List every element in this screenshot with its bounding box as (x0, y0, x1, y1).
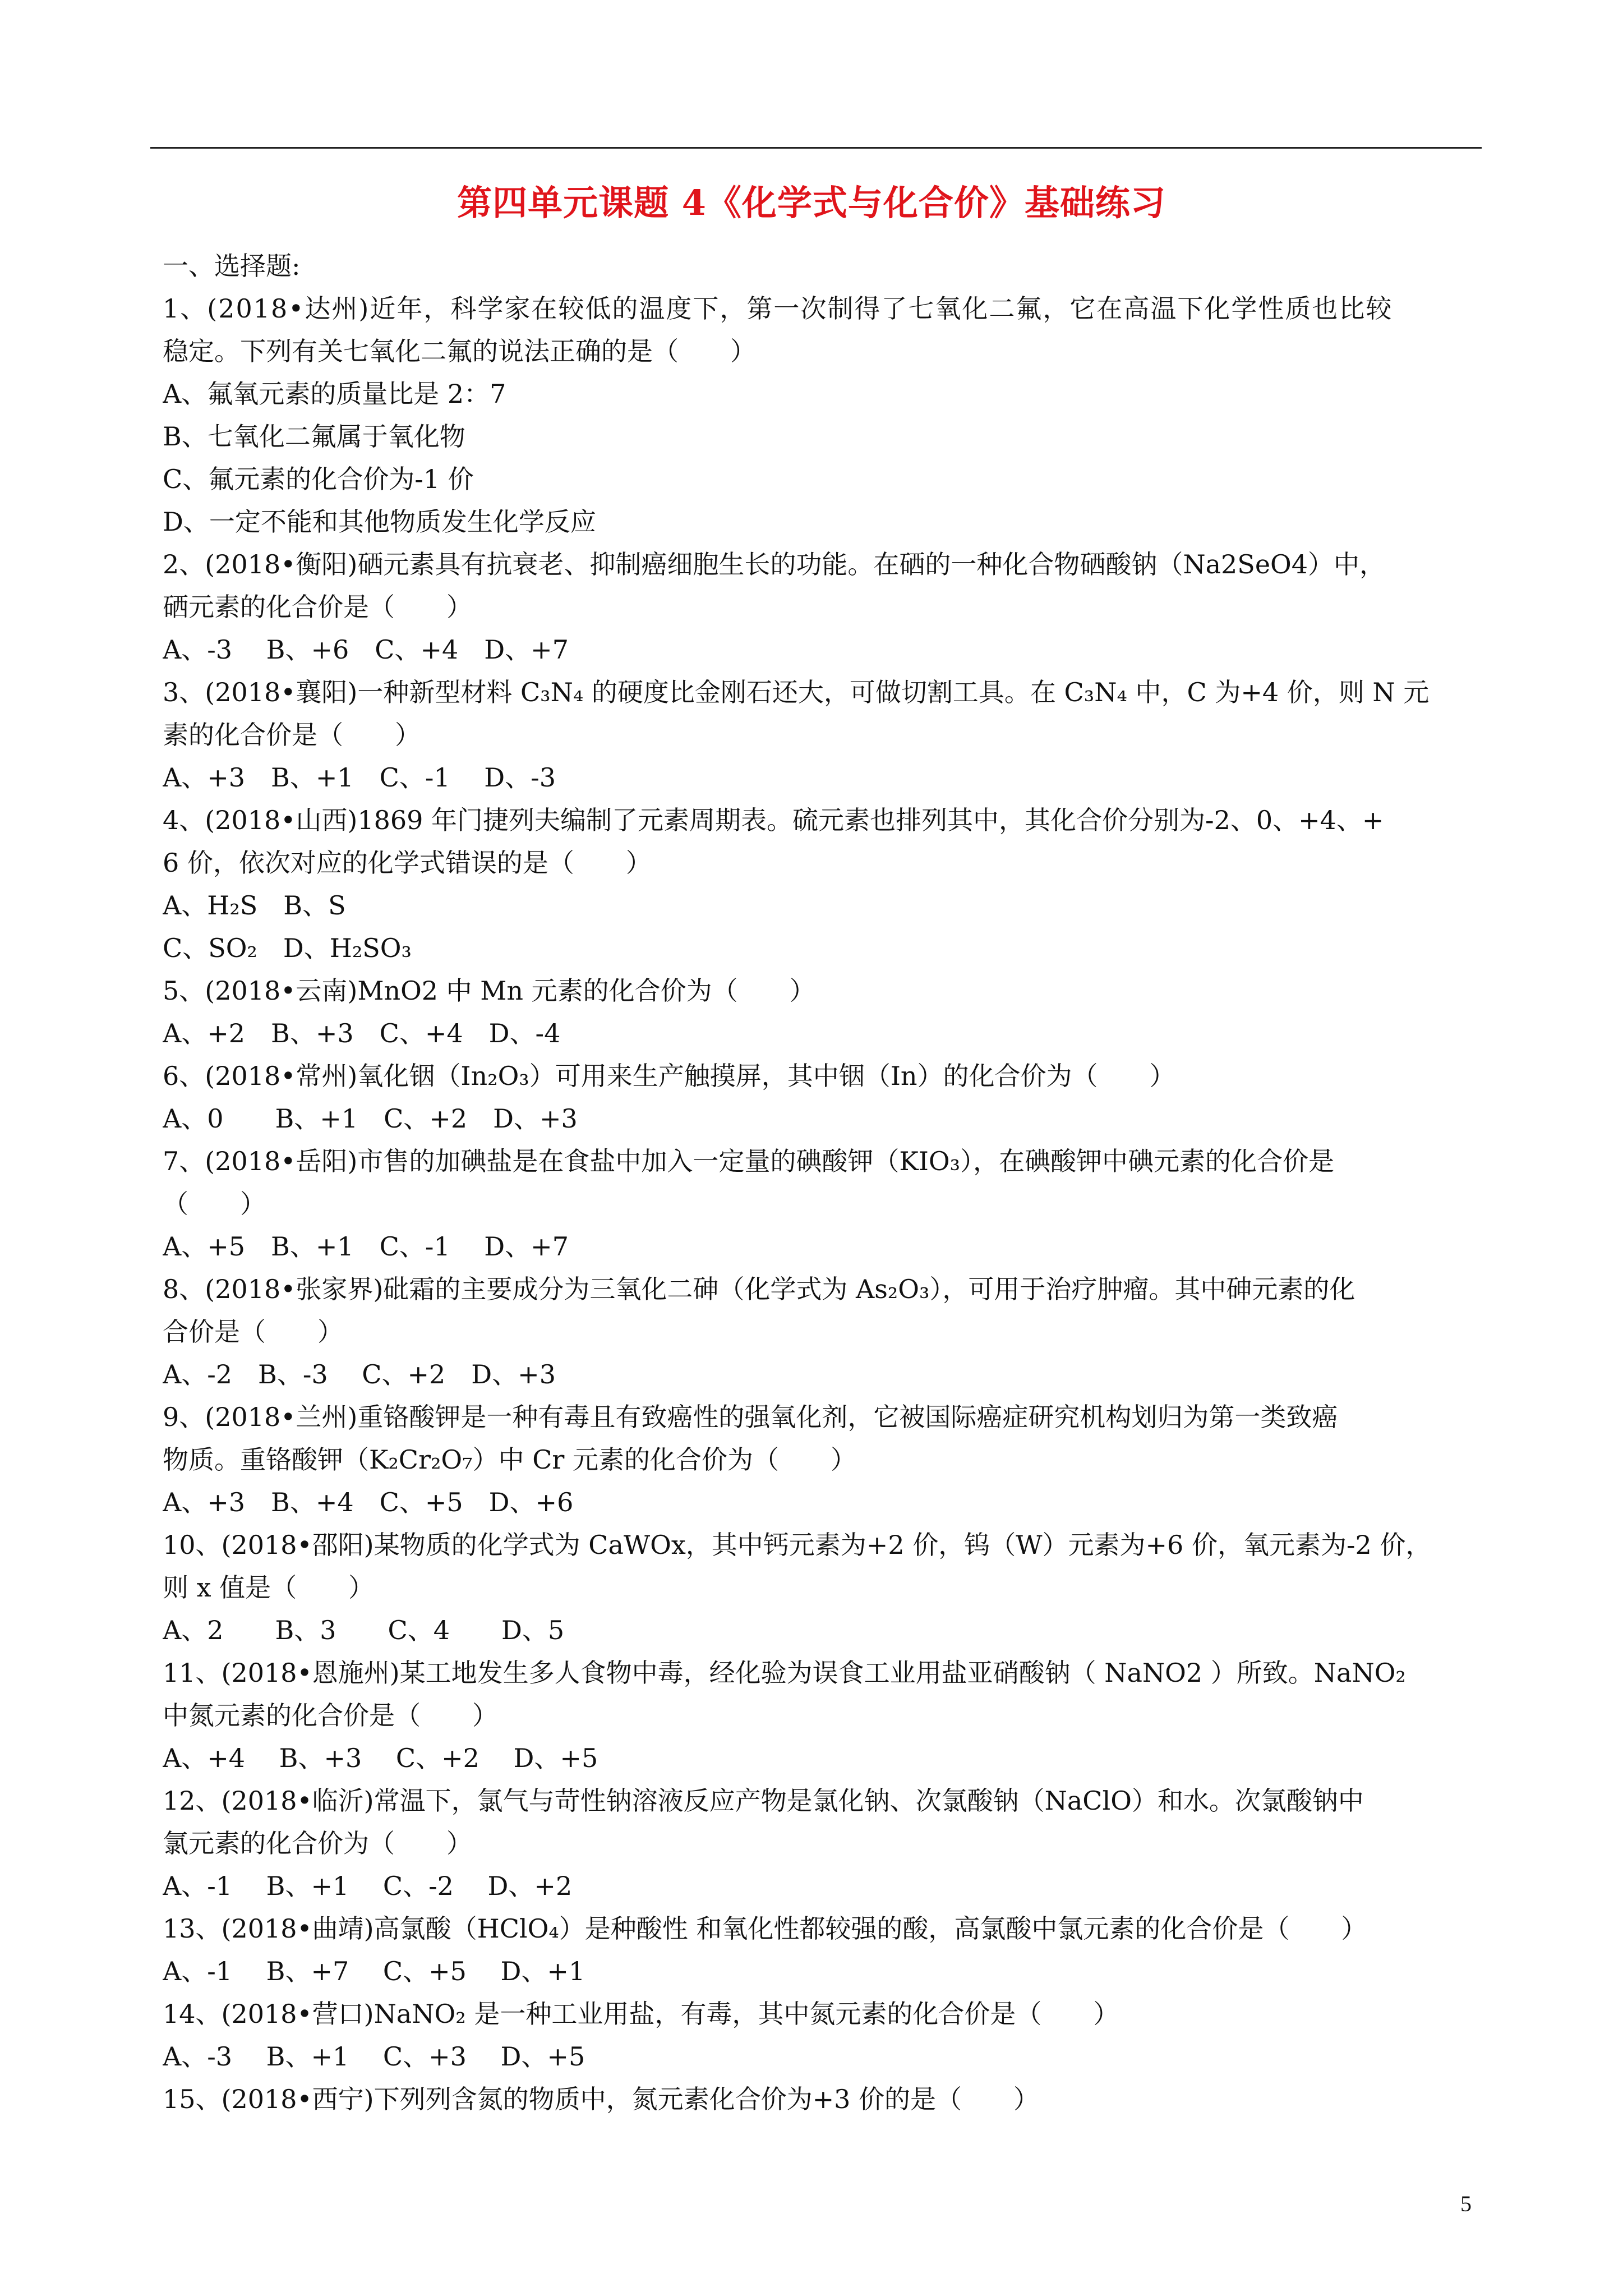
text-line: 12、(2018•临沂)常温下，氯气与苛性钠溶液反应产物是氯化钠、次氯酸钠（NaClO）和水。次氯酸钠中 (163, 1786, 1364, 1816)
text-line: 氯元素的化合价为（ ） (163, 1828, 472, 1858)
text-line: 合价是（ ） (163, 1317, 343, 1347)
text-line: 2、(2018•衡阳)硒元素具有抗衰老、抑制癌细胞生长的功能。在硒的一种化合物硒酸钠（Na2SeO4）中， (163, 549, 1386, 579)
text-line: 5、(2018•云南)MnO2 中 Mn 元素的化合价为（ ） (163, 976, 815, 1006)
text-line: A、-2 B、-3 C、+2 D、+3 (163, 1359, 556, 1389)
text-line: A、-1 B、+1 C、-2 D、+2 (163, 1871, 573, 1901)
text-line: 物质。重铬酸钾（K₂Cr₂O₇）中 Cr 元素的化合价为（ ） (163, 1444, 857, 1475)
text-line: C、SO₂ D、H₂SO₃ (163, 933, 412, 963)
text-line: 9、(2018•兰州)重铬酸钾是一种有毒且有致癌性的强氧化剂，它被国际癌症研究机构划归为第一类致癌 (163, 1402, 1338, 1432)
text-line: A、0 B、+1 C、+2 D、+3 (163, 1103, 578, 1134)
text-line: 6 价，依次对应的化学式错误的是（ ） (163, 848, 652, 878)
text-line: C、氟元素的化合价为-1 价 (163, 464, 474, 494)
text-line: A、2 B、3 C、4 D、5 (163, 1615, 565, 1645)
text-line: 硒元素的化合价是（ ） (163, 592, 472, 622)
text-line: A、氟氧元素的质量比是 2：7 (163, 379, 506, 409)
text-line: 4、(2018•山西)1869 年门捷列夫编制了元素周期表。硫元素也排列其中，其化合价分别为-2、0、+4、+ (163, 805, 1384, 835)
text-line: A、+5 B、+1 C、-1 D、+7 (163, 1231, 569, 1262)
text-line: A、+3 B、+1 C、-1 D、-3 (163, 762, 556, 793)
section-heading: 一、选择题: (163, 251, 301, 281)
text-line: 稳定。下列有关七氧化二氟的说法正确的是（ ） (163, 336, 756, 366)
text-line: A、-3 B、+6 C、+4 D、+7 (163, 634, 569, 665)
text-line: 8、(2018•张家界)砒霜的主要成分为三氧化二砷（化学式为 As₂O₃），可用于治疗肿瘤。其中砷元素的化 (163, 1274, 1355, 1304)
text-line: 6、(2018•常州)氧化铟（In₂O₃）可用来生产触摸屏，其中铟（In）的化合价为（ ） (163, 1061, 1175, 1091)
text-line: A、+2 B、+3 C、+4 D、-4 (163, 1018, 561, 1048)
text-line: 13、(2018•曲靖)高氯酸（HClO₄）是种酸性 和氧化性都较强的酸，高氯酸中氯元素的化合价是（ ） (163, 1913, 1367, 1944)
text-line: A、-3 B、+1 C、+3 D、+5 (163, 2041, 585, 2072)
text-line: 3、(2018•襄阳)一种新型材料 C₃N₄ 的硬度比金刚石还大，可做切割工具。在 C₃N₄ 中，C 为+4 价，则 N 元 (163, 677, 1430, 707)
text-line: A、+3 B、+4 C、+5 D、+6 (163, 1487, 574, 1517)
page-title: 第四单元课题 4《化学式与化合价》基础练习 (457, 182, 1166, 223)
text-line: A、+4 B、+3 C、+2 D、+5 (163, 1743, 598, 1773)
text-line: 14、(2018•营口)NaNO₂ 是一种工业用盐，有毒，其中氮元素的化合价是（ ） (163, 1999, 1119, 2029)
text-line: 11、(2018•恩施州)某工地发生多人食物中毒，经化验为误食工业用盐亚硝酸钠（ NaNO2 ）所致。NaNO₂ (163, 1658, 1406, 1688)
text-line: A、-1 B、+7 C、+5 D、+1 (163, 1956, 585, 1986)
text-line: 则 x 值是（ ） (163, 1572, 375, 1603)
text-line: B、七氧化二氟属于氧化物 (163, 421, 465, 452)
text-line: 7、(2018•岳阳)市售的加碘盐是在食盐中加入一定量的碘酸钾（KIO₃），在碘酸钾中碘元素的化合价是 (163, 1146, 1335, 1176)
text-line: A、H₂S B、S (163, 890, 346, 921)
text-line: 15、(2018•西宁)下列列含氮的物质中，氮元素化合价为+3 价的是（ ） (163, 2084, 1040, 2114)
text-line: 10、(2018•邵阳)某物质的化学式为 CaWOx，其中钙元素为+2 价，钨（W）元素为+6 价，氧元素为-2 价， (163, 1530, 1432, 1560)
text-line: 素的化合价是（ ） (163, 720, 421, 750)
header-rule (150, 147, 1482, 149)
text-line: 中氮元素的化合价是（ ） (163, 1700, 498, 1731)
text-line: 1、(2018•达州)近年，科学家在较低的温度下，第一次制得了七氧化二氟，它在高温下化学性质也比较 (163, 293, 1393, 324)
text-line: D、一定不能和其他物质发生化学反应 (163, 507, 596, 537)
page-number: 5 (1460, 2191, 1472, 2216)
text-line: （ ） (163, 1189, 266, 1219)
question-list (163, 245, 1486, 2120)
